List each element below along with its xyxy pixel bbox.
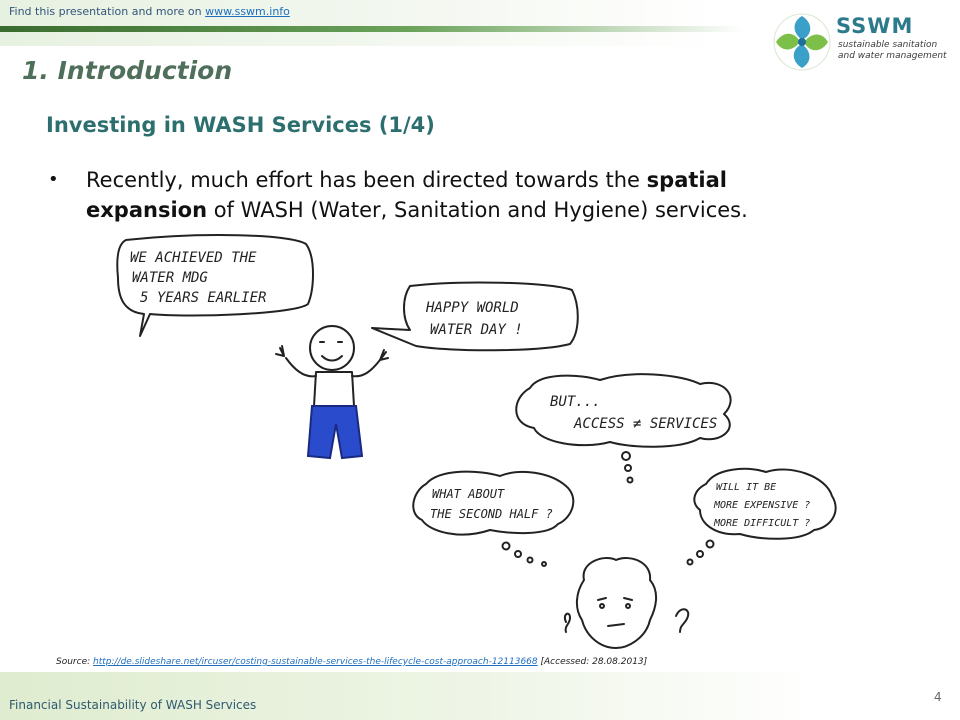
bullet-point <box>48 165 848 225</box>
logo-tagline: sustainable sanitation and water management <box>838 40 947 61</box>
speech-bubble-2 <box>372 283 578 351</box>
wash-cartoon <box>110 228 850 653</box>
bubble3-line1: BUT... <box>550 394 601 410</box>
bullet-dot-icon: • <box>48 169 59 190</box>
bullet-text-bold: spatial expansion <box>86 168 727 222</box>
sswm-link[interactable]: www.sswm.info <box>205 5 290 18</box>
header-rule <box>0 26 745 32</box>
bubble2-line2: WATER DAY ! <box>430 322 523 338</box>
bubble5-line3: MORE DIFFICULT ? <box>714 518 811 529</box>
worried-face <box>565 558 688 648</box>
bubble1-line3: 5 YEARS EARLIER <box>140 290 267 306</box>
source-suffix: [Accessed: 28.08.2013] <box>537 657 648 667</box>
source-citation <box>56 657 647 667</box>
section-title: 1. Introduction <box>22 56 233 85</box>
bubble4-line1: WHAT ABOUT <box>432 487 505 501</box>
thought-bubble-3 <box>516 374 730 447</box>
footer-band <box>0 672 960 720</box>
bubble4-line2: THE SECOND HALF ? <box>430 507 553 521</box>
source-prefix: Source: <box>56 657 94 667</box>
person-figure <box>276 326 388 406</box>
bubble5-line1: WILL IT BE <box>716 482 777 493</box>
footer-text: Financial Sustainability of WASH Services <box>9 698 257 712</box>
bubble2-line1: HAPPY WORLD <box>426 300 519 316</box>
thought-bubble-4 <box>413 472 573 535</box>
bubble1-line1: WE ACHIEVED THE <box>130 250 257 266</box>
bubble5-line2: MORE EXPENSIVE ? <box>714 500 811 511</box>
header-note <box>9 5 290 18</box>
bullet-text-part1: Recently, much effort has been directed towards the <box>86 168 647 192</box>
bubble1-line2: WATER MDG <box>132 270 208 286</box>
header-note-text: Find this presentation and more on <box>9 5 206 18</box>
logo-wordmark: SSWM <box>836 14 914 38</box>
bubble3-line2: ACCESS ≠ SERVICES <box>574 416 718 432</box>
page-number: 4 <box>934 690 942 704</box>
jeans-shape <box>308 406 362 458</box>
bullet-text-part2: of WASH (Water, Sanitation and Hygiene) services. <box>207 198 748 222</box>
bullet-text <box>86 165 848 225</box>
slide-title: Investing in WASH Services (1/4) <box>46 113 435 137</box>
source-link[interactable]: http://de.slideshare.net/ircuser/costing-sustainable-services-the-lifecycle-cost-approach-12113668 <box>93 657 538 667</box>
